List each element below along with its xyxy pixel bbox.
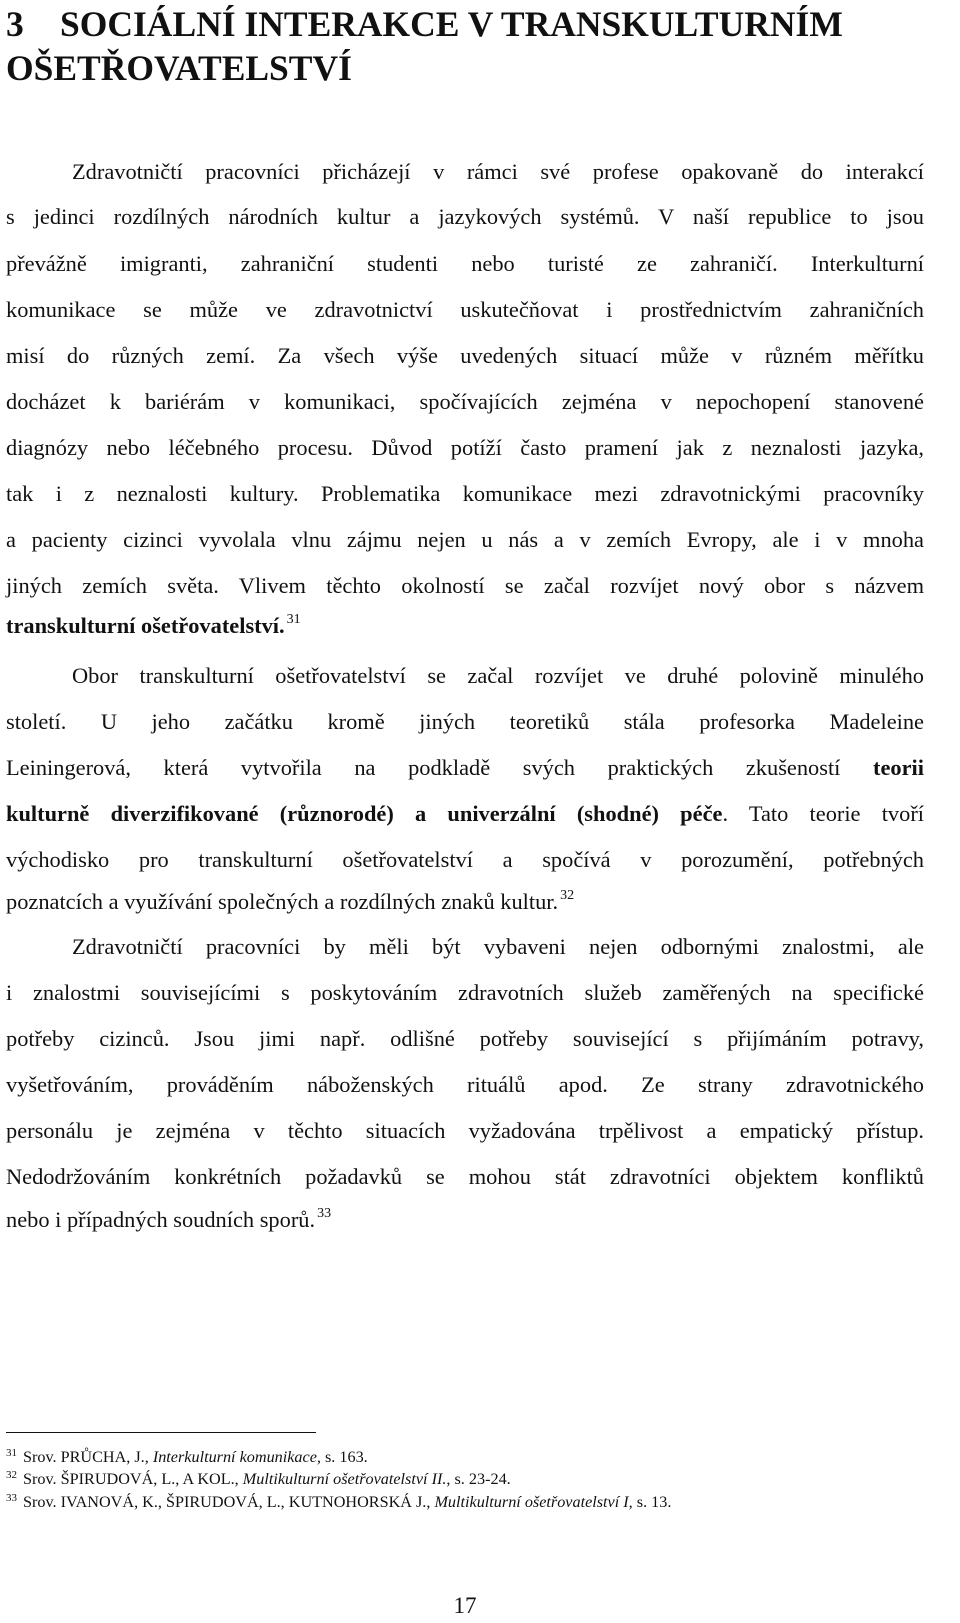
text-line: tak i z neznalosti kultury. Problematika komunikace mezi zdravotnickými pracovníky — [6, 481, 924, 506]
footnote-text: Srov. PRŮCHA, J., — [23, 1448, 153, 1466]
footnote-source-title: Multikulturní ošetřovatelství I, — [434, 1493, 633, 1511]
footnote-number: 33 — [6, 1492, 17, 1504]
footnote-ref-31: 31 — [286, 612, 301, 627]
footnote-number: 31 — [6, 1447, 17, 1459]
footnote-text: Srov. IVANOVÁ, K., ŠPIRUDOVÁ, L., KUTNOHORSKÁ J., — [23, 1493, 435, 1511]
footnote-source-title: Interkulturní komunikace, — [152, 1448, 321, 1466]
text-line: východisko pro transkulturní ošetřovatelství a spočívá v porozumění, potřebných — [6, 847, 924, 872]
chapter-title-line-1: SOCIÁLNÍ INTERAKCE V TRANSKULTURNÍM — [60, 4, 843, 44]
text-line: Nedodržováním konkrétních požadavků se mohou stát zdravotníci objektem konfliktů — [6, 1164, 924, 1189]
text-span: nebo i případných soudních sporů. — [6, 1207, 316, 1232]
text-line: potřeby cizinců. Jsou jimi např. odlišné potřeby související s přijímáním potravy, — [6, 1026, 924, 1051]
text-line: personálu je zejména v těchto situacích vyžadována trpělivost a empatický přístup. — [6, 1118, 924, 1143]
text-line: jiných zemích světa. Vlivem těchto okolností se začal rozvíjet nový obor s názvem — [6, 573, 924, 598]
footnote-ref-33: 33 — [317, 1206, 332, 1221]
chapter-heading — [6, 2, 946, 90]
footnote-source-title: Multikulturní ošetřovatelství II. — [242, 1470, 447, 1488]
text-span: . Tato teorie tvoří — [722, 801, 924, 826]
text-line: Zdravotničtí pracovníci by měli být vybaveni nejen odbornými znalostmi, ale — [72, 934, 924, 959]
text-line: docházet k bariérám v komunikaci, spočívajících zejména v nepochopení stanovené — [6, 389, 924, 414]
text-line: Zdravotničtí pracovníci přicházejí v rámci své profese opakovaně do interakcí — [72, 159, 924, 184]
text-line — [6, 1198, 924, 1242]
text-line: vyšetřováním, prováděním náboženských rituálů apod. Ze strany zdravotnického — [6, 1072, 924, 1097]
footnote-text: , s. 23-24. — [446, 1470, 511, 1488]
text-line: i znalostmi souvisejícími s poskytováním zdravotních služeb zaměřených na specifické — [6, 980, 924, 1005]
text-line: století. U jeho začátku kromě jiných teoretiků stála profesorka Madeleine — [6, 709, 924, 734]
term-transcultural-nursing: transkulturní ošetřovatelství. — [6, 613, 285, 638]
text-line: Obor transkulturní ošetřovatelství se začal rozvíjet ve druhé polovině minulého — [72, 663, 924, 688]
bold-text: kulturně diverzifikované (různorodé) a univerzální (shodné) péče — [6, 801, 723, 826]
text-line — [6, 604, 924, 648]
footnote-32 — [6, 1468, 936, 1490]
text-line — [6, 792, 924, 836]
page-number: 17 — [453, 1593, 477, 1618]
text-line: misí do různých zemí. Za všech výše uvedených situací může v různém měřítku — [6, 343, 924, 368]
footnote-number: 32 — [6, 1469, 17, 1481]
text-span: Leiningerová, která vytvořila na podkladě svých praktických zkušeností — [6, 755, 841, 780]
footnote-ref-32: 32 — [560, 888, 575, 903]
text-line: s jedinci rozdílných národních kultur a jazykových systémů. V naší republice to jsou — [6, 204, 924, 229]
text-line — [6, 746, 924, 790]
text-line: převážně imigranti, zahraniční studenti nebo turisté ze zahraničí. Interkulturní — [6, 251, 924, 276]
footnote-separator — [6, 1432, 316, 1433]
chapter-number: 3 — [6, 4, 24, 44]
footnote-31 — [6, 1446, 936, 1468]
text-line — [6, 880, 924, 924]
text-line: diagnózy nebo léčebného procesu. Důvod potíží často pramení jak z neznalosti jazyka, — [6, 435, 924, 460]
text-line: a pacienty cizinci vyvolala vlnu zájmu nejen u nás a v zemích Evropy, ale i v mnoha — [6, 527, 924, 552]
footnote-text: s. 163. — [320, 1448, 368, 1466]
chapter-title-line-2: OŠETŘOVATELSTVÍ — [6, 48, 352, 88]
footnote-text: s. 13. — [632, 1493, 672, 1511]
bold-text: teorii — [873, 755, 924, 780]
text-line: komunikace se může ve zdravotnictví uskutečňovat i prostřednictvím zahraničních — [6, 297, 924, 322]
footnote-33 — [6, 1491, 936, 1513]
text-span: poznatcích a využívání společných a rozdílných znaků kultur. — [6, 889, 559, 914]
footnote-text: Srov. ŠPIRUDOVÁ, L., A KOL., — [23, 1470, 243, 1488]
